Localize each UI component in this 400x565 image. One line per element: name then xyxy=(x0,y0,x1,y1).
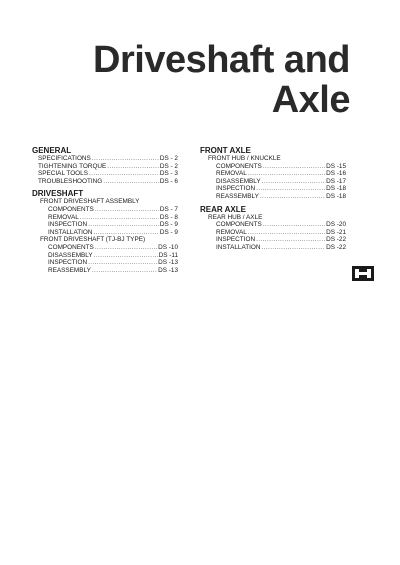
title-line-1: Driveshaft and xyxy=(93,39,350,81)
toc-entry-page: DS -16 xyxy=(326,170,346,178)
toc-leader-dots xyxy=(94,229,159,237)
toc-entry xyxy=(32,163,178,171)
toc-entry xyxy=(32,259,178,267)
badge-right-wheel xyxy=(367,269,371,278)
toc-leader-dots xyxy=(248,229,325,237)
toc-entry xyxy=(32,267,178,275)
general-list xyxy=(32,155,178,185)
toc-entry xyxy=(200,163,346,171)
toc-entry-page: DS -11 xyxy=(158,251,178,259)
axle-icon xyxy=(352,266,374,281)
toc-entry-label: COMPONENTS xyxy=(216,162,262,170)
toc-entry-label: INSPECTION xyxy=(216,185,256,193)
toc-entry-page: DS -22 xyxy=(326,236,346,244)
toc-left-column xyxy=(32,146,178,274)
toc-entry xyxy=(32,214,178,222)
toc-entry-page: DS - 3 xyxy=(159,170,178,178)
toc-entry xyxy=(32,252,178,260)
toc-entry-label: TIGHTENING TORQUE xyxy=(38,162,107,170)
toc-entry-label: INSPECTION xyxy=(48,221,88,229)
toc-entry-page: DS - 9 xyxy=(159,228,178,236)
toc-entry-page: DS -20 xyxy=(326,221,346,229)
toc-entry-label: INSTALLATION xyxy=(48,228,93,236)
toc-leader-dots xyxy=(256,185,325,193)
toc-entry-label: SPECIAL TOOLS xyxy=(38,170,88,178)
title-line-2: Axle xyxy=(271,79,350,121)
toc-entry-page: DS -13 xyxy=(158,266,178,274)
toc-entry xyxy=(200,170,346,178)
toc-entry xyxy=(32,178,178,186)
toc-entry-label: REMOVAL xyxy=(48,213,79,221)
toc-leader-dots xyxy=(94,252,158,260)
toc-leader-dots xyxy=(248,170,325,178)
toc-entry xyxy=(200,244,346,252)
toc-entry-page: DS -13 xyxy=(158,259,178,267)
front-driveshaft-tj-bj-list xyxy=(32,244,178,274)
section-heading-driveshaft: DRIVESHAFT xyxy=(32,189,84,199)
toc-leader-dots xyxy=(92,155,159,163)
toc-entry-label: INSPECTION xyxy=(48,259,88,267)
toc-entry-label: COMPONENTS xyxy=(48,243,94,251)
toc-entry-label: TROUBLESHOOTING xyxy=(38,177,103,185)
toc-leader-dots xyxy=(92,267,157,275)
toc-entry-page: DS - 2 xyxy=(159,162,178,170)
subsection-front-driveshaft-assembly: FRONT DRIVESHAFT ASSEMBLY xyxy=(40,198,140,206)
toc-entry-label: REASSEMBLY xyxy=(48,266,91,274)
toc-entry-page: DS -22 xyxy=(326,243,346,251)
toc-entry xyxy=(200,178,346,186)
toc-leader-dots xyxy=(89,170,159,178)
toc-entry-page: DS - 2 xyxy=(159,155,178,162)
toc-entry-page: DS -15 xyxy=(326,162,346,170)
toc-entry xyxy=(200,229,346,237)
toc-leader-dots xyxy=(256,236,325,244)
section-heading-front-axle: FRONT AXLE xyxy=(200,146,251,155)
toc-entry-page: DS -10 xyxy=(158,243,178,251)
section-heading-rear-axle: REAR AXLE xyxy=(200,204,246,214)
toc-entry-label: COMPONENTS xyxy=(48,205,94,213)
toc-leader-dots xyxy=(103,178,159,186)
toc-leader-dots xyxy=(262,244,326,252)
toc-leader-dots xyxy=(262,178,325,186)
toc-leader-dots xyxy=(107,163,159,171)
section-heading-general: GENERAL xyxy=(32,146,72,155)
toc-entry xyxy=(32,170,178,178)
toc-entry-page: DS -18 xyxy=(326,192,346,200)
toc-entry xyxy=(32,244,178,252)
subsection-rear-hub-axle: REAR HUB / AXLE xyxy=(208,213,263,221)
toc-entry-page: DS - 7 xyxy=(159,205,178,213)
toc-right-column xyxy=(200,146,346,252)
toc-entry xyxy=(32,221,178,229)
rear-hub-axle-list xyxy=(200,221,346,251)
toc-entry-label: REMOVAL xyxy=(216,228,247,236)
toc-entry xyxy=(200,193,346,201)
front-driveshaft-assembly-list xyxy=(32,206,178,236)
toc-entry-label: INSTALLATION xyxy=(216,243,261,251)
toc-entry xyxy=(200,185,346,193)
toc-entry-label: INSPECTION xyxy=(216,236,256,244)
toc-leader-dots xyxy=(88,259,157,267)
toc-entry-page: DS - 9 xyxy=(159,221,178,229)
toc-leader-dots xyxy=(80,214,159,222)
toc-entry-label: DISASSEMBLY xyxy=(216,177,261,185)
toc-entry-label: REMOVAL xyxy=(216,170,247,178)
toc-entry-page: DS - 8 xyxy=(159,213,178,221)
toc-entry-page: DS -18 xyxy=(326,185,346,193)
toc-leader-dots xyxy=(263,163,325,171)
toc-entry-page: DS -21 xyxy=(326,228,346,236)
toc-leader-dots xyxy=(95,244,157,252)
toc-entry xyxy=(32,155,178,163)
toc-entry-page: DS - 6 xyxy=(159,177,178,185)
badge-shaft xyxy=(359,272,367,275)
toc-entry xyxy=(200,221,346,229)
front-hub-knuckle-list xyxy=(200,163,346,201)
toc-leader-dots xyxy=(263,221,325,229)
toc-entry-label: COMPONENTS xyxy=(216,221,262,229)
page-title xyxy=(93,40,350,120)
toc-entry-label: REASSEMBLY xyxy=(216,192,259,200)
toc-entry-page: DS -17 xyxy=(326,177,346,185)
toc-entry xyxy=(32,229,178,237)
subsection-front-hub-knuckle: FRONT HUB / KNUCKLE xyxy=(208,155,281,162)
toc-leader-dots xyxy=(88,221,159,229)
subsection-front-driveshaft-tj-bj: FRONT DRIVESHAFT (TJ-BJ TYPE) xyxy=(40,236,146,244)
toc-entry xyxy=(200,236,346,244)
toc-leader-dots xyxy=(95,206,159,214)
toc-entry xyxy=(32,206,178,214)
toc-entry-label: SPECIFICATIONS xyxy=(38,155,91,162)
toc-leader-dots xyxy=(260,193,325,201)
toc-entry-label: DISASSEMBLY xyxy=(48,251,93,259)
